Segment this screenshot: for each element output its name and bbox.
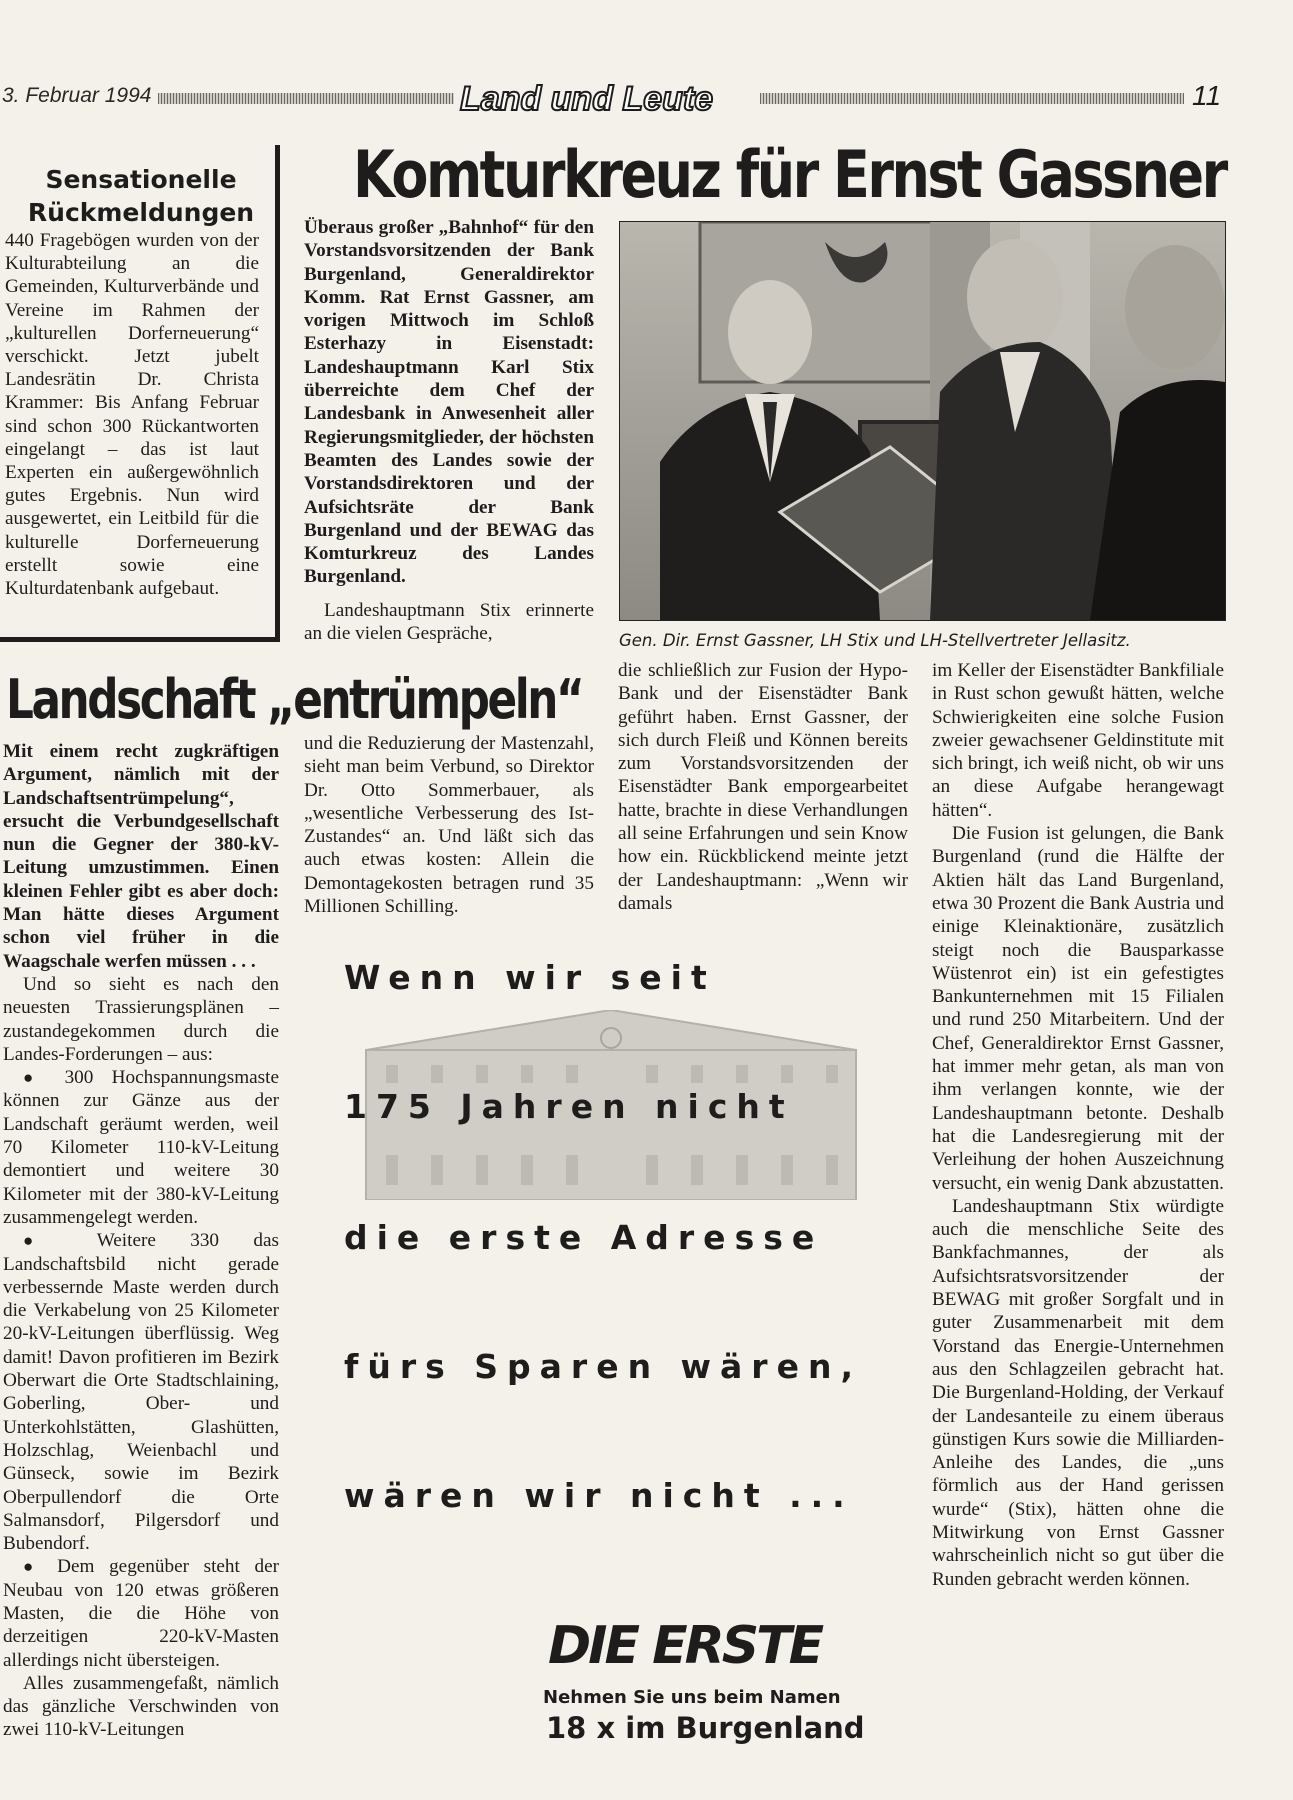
ad-line-4: fürs Sparen wären,: [344, 1347, 862, 1386]
second-bullet-3: ● Dem gegenüber steht der Neubau von 120 etwas größeren Masten, die die Höhe von derzeitigen 220-kV-Masten allerdings nicht übersteigen.: [3, 1555, 279, 1671]
second-headline: Landschaft „entrümpeln“: [6, 668, 583, 731]
header-rule-left: [158, 93, 454, 104]
ad-line-1: Wenn wir seit: [344, 958, 716, 997]
ad-line-3: die erste Adresse: [344, 1218, 824, 1257]
sidebar-title-line2: Rückmeldungen: [27, 198, 255, 227]
main-lead-column: [304, 216, 594, 645]
main-lead: Überaus großer „Bahnhof“ für den Vorstandsvorsitzenden der Bank Burgenland, Generaldirektor Komm. Rat Ernst Gassner, am vorigen Mittwoch im Schloß Esterhazy in Eisenstadt: Landeshauptmann Karl Stix überreichte dem Chef der Landesbank in Anwesenheit aller Regierungsmitglieder, der höchsten Beamten des Landes sowie der Vorstandsdirektoren und der Aufsichtsräte der Bank Burgenland und der BEWAG das Komturkreuz des Landes Burgenland.: [304, 217, 594, 588]
header-rule-right: [760, 93, 1184, 104]
second-bullet-1: ● 300 Hochspannungsmaste können zur Gänze aus der Landschaft geräumt werden, weil 70 Kilometer 110-kV-Leitung demontiert und weitere 30 Kilometer mit der 380-kV-Leitung zusammengelegt werden.: [3, 1066, 279, 1229]
main-headline: Komturkreuz für Ernst Gassner: [353, 138, 1226, 213]
issue-date: 3. Februar 1994: [2, 84, 152, 107]
page-number: 11: [1192, 80, 1222, 111]
main-body-start: Landeshauptmann Stix erinnerte an die vielen Gespräche,: [304, 599, 594, 645]
second-bullet-2: ● Weitere 330 das Landschaftsbild nicht gerade verbessernde Maste werden durch die Verkabelung von 25 Kilometer 20-kV-Leitungen überflüssig. Weg damit! Davon profitieren im Bezirk Oberwart die Orte Stadtschlaining, Goberling, Ober- und Unterkohlstätten, Glashütten, Holzschlag, Weienbachl und Günseck, sowie im Bezirk Oberpullendorf die Orte Salmansdorf, Pilgersdorf und Bubendorf.: [3, 1229, 279, 1555]
sidebar-box-text: 440 Fragebögen wurden von der Kulturabteilung an die Gemeinden, Kulturverbände und Vereine im Rahmen der „kulturellen Dorferneuerung“ verschickt. Jetzt jubelt Landesrätin Dr. Christa Krammer: Bis Anfang Februar sind schon 300 Rückantworten eingelangt – das ist laut Experten ein außergewöhnlich gutes Ergebnis. Nun wird ausgewertet, ein Leitbild für die kulturelle Dorferneuerung erstellt sowie eine Kulturdatenbank aufgebaut.: [5, 230, 259, 600]
sidebar-title-line1: Sensationelle: [45, 165, 237, 194]
section-logo: Land und Leute: [460, 80, 714, 118]
main-col-d-paragraph-2: Die Fusion ist gelungen, die Bank Burgenland (rund die Hälfte der Aktien hält das Land Burgenland, etwa 30 Prozent die Bank Austria und einige Kleinaktionäre, zusätzlich steigt noch die Bausparkasse Wüstenrot ein) ist ein gefestigtes Bankunternehmen mit 15 Filialen und rund 250 Mitarbeitern. Und der Chef, Generaldirektor Ernst Gassner, hat immer mehr getan, als man von ihm verlangen konnte, wie der Landeshauptmann betonte. Deshalb hat die Landesregierung mit der Verleihung der hohen Auszeichnung versucht, ein wenig Dank abzustatten.: [932, 823, 1224, 1194]
second-lead: Mit einem recht zugkräftigen Argument, nämlich mit der Landschaftsentrümpelung“, ersucht die Verbundgesellschaft nun die Gegner der 380-kV-Leitung umzustimmen. Einen kleinen Fehler gibt es aber doch: Man hätte dieses Argument schon viel früher in die Waagschale werfen müssen . . .: [3, 741, 279, 972]
second-paragraph-2: Alles zusammengefaßt, nämlich das gänzliche Verschwinden von zwei 110-kV-Leitungen: [3, 1672, 279, 1741]
sidebar-box-title: [6, 163, 276, 229]
main-article-column-d: [932, 659, 1224, 1591]
second-article-column-b: und die Reduzierung der Mastenzahl, sieht man beim Verbund, so Direktor Dr. Otto Sommerbauer, als „wesentliche Verbesserung des Ist-Zustandes“ an. Und läßt sich das auch etwas kosten: Allein die Demontagekosten betragen rund 35 Millionen Schilling.: [304, 733, 594, 918]
second-article-column-a: [3, 740, 279, 1742]
article-photo: [619, 221, 1226, 621]
photo-illustration: [620, 222, 1225, 620]
ad-logo: DIE ERSTE: [548, 1616, 822, 1676]
second-paragraph-1: Und so sieht es nach den neuesten Trassierungsplänen – zustandegekommen durch die Landes-Forderungen – aus:: [3, 973, 279, 1065]
ad-slogan: Nehmen Sie uns beim Namen: [543, 1687, 841, 1708]
ad-branch-count: 18 x im Burgenland: [546, 1711, 865, 1745]
ad-line-2: 175 Jahren nicht: [344, 1087, 794, 1126]
ad-line-5: wären wir nicht ...: [344, 1476, 854, 1515]
main-col-d-paragraph-1: im Keller der Eisenstädter Bankfiliale in Rust schon gewußt hätten, welche Schwierigkeiten eine solche Fusion zweier gewachsener Geldinstitute mit sich bringt, ich weiß nicht, ob wir uns an diese Aufgabe herangewagt hätten“.: [932, 660, 1224, 821]
main-col-d-paragraph-3: Landeshauptmann Stix würdigte auch die menschliche Seite des Bankfachmannes, der als Aufsichtsratsvorsitzender der BEWAG mit großer Sorgfalt und in guter Zusammenarbeit mit dem Vorstand das Energie-Unternehmen aus den Schlagzeilen gebracht hat. Die Burgenland-Holding, der Verkauf der Landesanteile zu einem überaus günstigen Kurs sowie die Milliarden-Anleihe des Landes, die „uns förmlich aus der Hand gerissen wurde“ (Stix), hätten ohne die Mitwirkung von Ernst Gassner wahrscheinlich nicht so gut über die Runden gebracht werden können.: [932, 1195, 1224, 1590]
photo-caption: Gen. Dir. Ernst Gassner, LH Stix und LH-Stellvertreter Jellasitz.: [619, 631, 1131, 650]
main-article-column-c: die schließlich zur Fusion der Hypo-Bank und der Eisenstädter Bank geführt haben. Ernst Gassner, der sich durch Fleiß und Können bereits zum Vorstandsvorsitzenden der Eisenstädter Bank emporgearbeitet hatte, brachte in diese Verhandlungen all seine Erfahrungen und sein Know how ein. Rückblickend meinte jetzt der Landeshauptmann: „Wenn wir damals: [618, 660, 908, 914]
